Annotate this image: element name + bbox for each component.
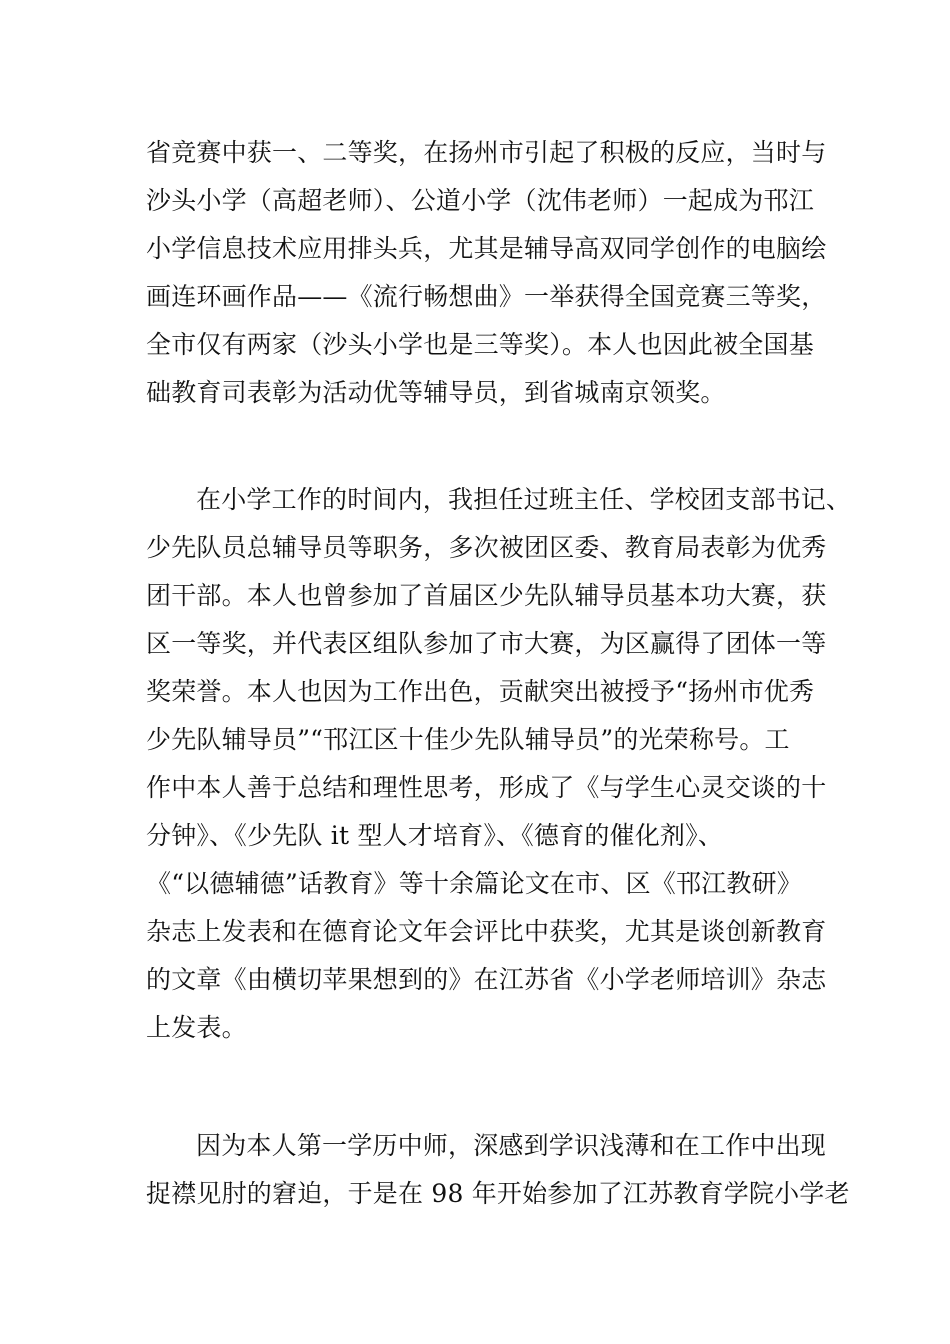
paragraph-1-line-4: 画连环画作品——《流行畅想曲》一举获得全国竞赛三等奖， bbox=[146, 282, 827, 311]
paragraph-3-line-1: 因为本人第一学历中师，深感到学识浅薄和在工作中出现 bbox=[196, 1131, 827, 1160]
paragraph-3-line-2: 捉襟见肘的窘迫，于是在 98 年开始参加了江苏教育学院小学老 bbox=[146, 1179, 850, 1208]
paragraph-1-line-2: 沙头小学（高超老师）、公道小学（沈伟老师）一起成为邗江 bbox=[146, 186, 814, 215]
paragraph-1-line-5: 全市仅有两家（沙头小学也是三等奖）。本人也因此被全国基 bbox=[146, 330, 814, 359]
paragraph-1-line-1: 省竞赛中获一、二等奖，在扬州市引起了积极的反应，当时与 bbox=[146, 138, 827, 167]
paragraph-1-line-6: 础教育司表彰为活动优等辅导员，到省城南京领奖。 bbox=[146, 378, 726, 407]
paragraph-2-line-7: 作中本人善于总结和理性思考，形成了《与学生心灵交谈的十 bbox=[146, 773, 827, 802]
paragraph-2-line-6: 少先队辅导员”“邗江区十佳少先队辅导员”的光荣称号。工 bbox=[146, 725, 790, 754]
paragraph-1-line-3: 小学信息技术应用排头兵，尤其是辅导高双同学创作的电脑绘 bbox=[146, 234, 827, 263]
paragraph-2-line-10: 杂志上发表和在德育论文年会评比中获奖，尤其是谈创新教育 bbox=[146, 917, 827, 946]
paragraph-2-line-12: 上发表。 bbox=[146, 1013, 247, 1042]
paragraph-2-line-9: 《“以德辅德”话教育》等十余篇论文在市、区《邗江教研》 bbox=[146, 869, 802, 898]
paragraph-2-line-3: 团干部。本人也曾参加了首届区少先队辅导员基本功大赛，获 bbox=[146, 581, 827, 610]
paragraph-2-line-11: 的文章《由横切苹果想到的》在江苏省《小学老师培训》杂志 bbox=[146, 965, 827, 994]
paragraph-2-line-8: 分钟》、《少先队 it 型人才培育》、《德育的催化剂》、 bbox=[146, 821, 724, 850]
paragraph-2-line-5: 奖荣誉。本人也因为工作出色，贡献突出被授予“扬州市优秀 bbox=[146, 677, 815, 706]
paragraph-2-line-4: 区一等奖，并代表区组队参加了市大赛，为区赢得了团体一等 bbox=[146, 629, 827, 658]
paragraph-2-line-1: 在小学工作的时间内，我担任过班主任、学校团支部书记、 bbox=[196, 485, 852, 514]
paragraph-2-line-2: 少先队员总辅导员等职务，多次被团区委、教育局表彰为优秀 bbox=[146, 533, 827, 562]
